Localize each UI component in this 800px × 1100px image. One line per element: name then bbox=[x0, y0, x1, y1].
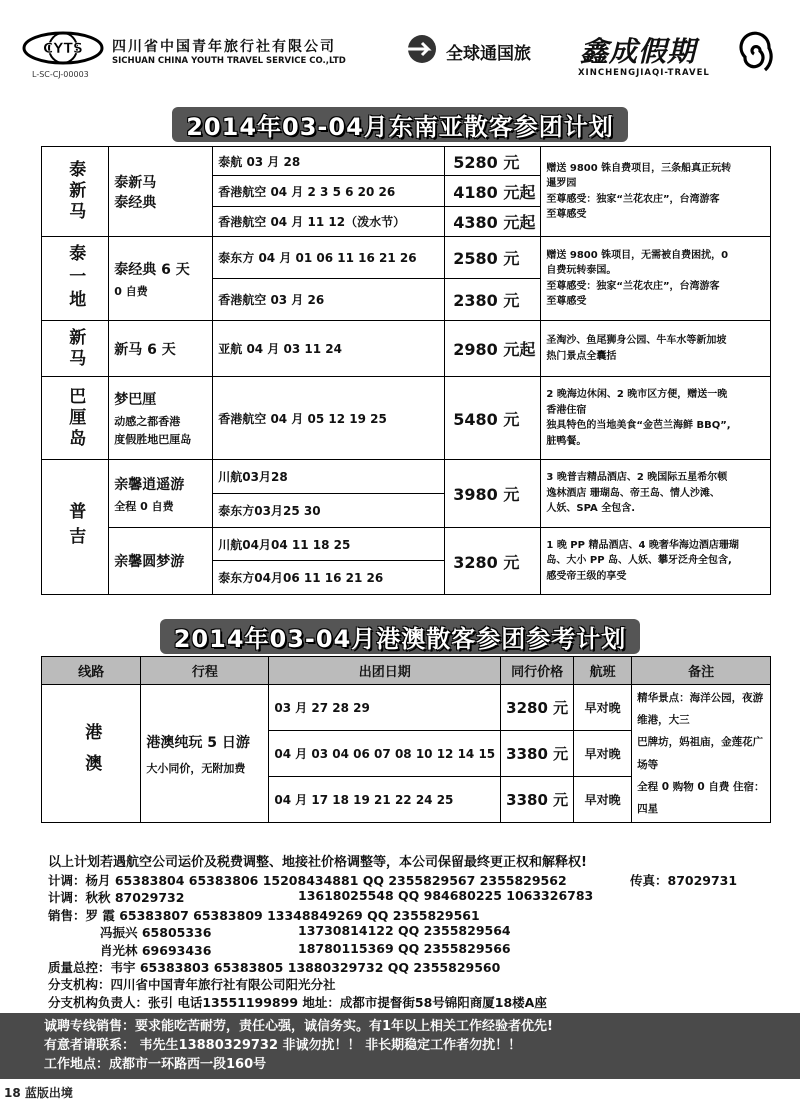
col-header-dates: 出团日期 bbox=[269, 657, 501, 685]
hk-macau-table bbox=[41, 656, 771, 823]
category-cell: 普吉 bbox=[42, 460, 109, 595]
date-cell: 川航03月28 bbox=[213, 460, 445, 494]
table-row bbox=[42, 147, 771, 176]
section2-title: 2014年03-04月港澳散客参团参考计划 bbox=[0, 619, 800, 654]
date-cell: 香港航空 03 月 26 bbox=[213, 279, 445, 321]
product-cell: 梦巴厘 动感之都香港 度假胜地巴厘岛 bbox=[109, 377, 213, 460]
flight-cell: 早对晚 bbox=[574, 685, 632, 731]
product-cell: 亲馨逍遥游 全程 0 自费 bbox=[109, 460, 213, 528]
table-header-row bbox=[42, 657, 771, 685]
col-header-flight: 航班 bbox=[574, 657, 632, 685]
note-cell: 赠送 9800 铢自费项目，三条船真正玩转 暹罗园 至尊感受：独家“兰花农庄”，台湾游客 至尊感受 bbox=[541, 147, 771, 237]
note-cell: 3 晚普吉精品酒店、2 晚国际五星希尔顿 逸林酒店 珊瑚岛、帝王岛、情人沙滩、 人妖、SPA 全包含. bbox=[541, 460, 771, 528]
price-cell: 4380 元起 bbox=[445, 207, 541, 237]
table-row bbox=[42, 237, 771, 279]
date-cell: 04 月 17 18 19 21 22 24 25 bbox=[269, 777, 501, 823]
brand-quanqiu: 全球通国旅 bbox=[446, 44, 531, 64]
flight-cell: 早对晚 bbox=[574, 777, 632, 823]
table-row bbox=[42, 685, 771, 731]
company-name-en: SICHUAN CHINA YOUTH TRAVEL SERVICE CO.,LTD bbox=[112, 56, 346, 66]
section1-title: 2014年03-04月东南亚散客参团计划 bbox=[0, 107, 800, 142]
date-cell: 亚航 04 月 03 11 24 bbox=[213, 321, 445, 377]
product-cell: 泰新马 泰经典 bbox=[109, 147, 213, 237]
price-cell: 2580 元 bbox=[445, 237, 541, 279]
note-cell: 精华景点：海洋公园，夜游维港，大三 巴牌坊，妈祖庙，金莲花广场等 全程 0 购物 0 自费 住宿：四星 bbox=[632, 685, 771, 823]
note-cell: 赠送 9800 铢项目，无需被自费困扰，0 自费玩转泰国。 至尊感受：独家“兰花农庄”，台湾游客 至尊感受 bbox=[541, 237, 771, 321]
category-cell: 港澳 bbox=[42, 685, 141, 823]
price-cell: 3380 元 bbox=[501, 731, 574, 777]
contact-block bbox=[48, 871, 788, 1010]
table-row bbox=[42, 321, 771, 377]
date-cell: 川航04月04 11 18 25 bbox=[213, 528, 445, 561]
table-row bbox=[42, 377, 771, 460]
disclaimer: 以上计划若遇航空公司运价及税费调整、地接社价格调整等，本公司保留最终更正权和解释权! bbox=[48, 855, 587, 870]
contact-line: 销售：罗 霞 65383807 65383809 13348849269 QQ 2355829561 bbox=[48, 907, 480, 923]
contact-line: 冯振兴 65805336 13730814122 QQ 2355829564 bbox=[100, 923, 511, 941]
category-cell: 新马 bbox=[42, 321, 109, 377]
brand-xincheng: 鑫成假期 bbox=[580, 35, 697, 68]
note-cell: 1 晚 PP 精品酒店、4 晚奢华海边酒店珊瑚 岛、大小 PP 岛、人妖、攀牙泛舟全包含, 感受帝王级的享受 bbox=[541, 528, 771, 595]
price-cell: 3280 元 bbox=[501, 685, 574, 731]
southeast-asia-table bbox=[41, 146, 771, 595]
cyts-logo-icon bbox=[22, 30, 104, 66]
product-cell: 泰经典 6 天 0 自费 bbox=[109, 237, 213, 321]
col-header-route: 线路 bbox=[42, 657, 141, 685]
contact-line: 计调：秋秋 87029732 13618025548 QQ 984680225 1063326783 bbox=[48, 888, 594, 906]
contact-line: 质量总控：韦宇 65383803 65383805 13880329732 QQ 2355829560 bbox=[48, 959, 501, 975]
date-cell: 香港航空 04 月 05 12 19 25 bbox=[213, 377, 445, 460]
date-cell: 04 月 03 04 06 07 08 10 12 14 15 bbox=[269, 731, 501, 777]
note-cell: 2 晚海边休闲、2 晚市区方便，赠送一晚 香港住宿 独具特色的当地美食“金芭兰海鲜 BBQ”, 脏鸭餐。 bbox=[541, 377, 771, 460]
category-cell: 泰一地 bbox=[42, 237, 109, 321]
recruitment-banner bbox=[0, 1013, 800, 1079]
date-cell: 香港航空 04 月 11 12（泼水节） bbox=[213, 207, 445, 237]
date-cell: 香港航空 04 月 2 3 5 6 20 26 bbox=[213, 176, 445, 207]
price-cell: 4180 元起 bbox=[445, 176, 541, 207]
contact-line: 分支机构负责人：张引 电话13551199899 地址：成都市提督街58号锦阳商厦18楼A座 bbox=[48, 994, 547, 1010]
recruit-line: 工作地点：成都市一环路西一段160号 bbox=[44, 1057, 267, 1072]
company-name-cn: 四川省中国青年旅行社有限公司 bbox=[112, 39, 336, 55]
svg-text:CYTS: CYTS bbox=[42, 41, 84, 57]
price-cell: 2380 元 bbox=[445, 279, 541, 321]
price-cell: 3380 元 bbox=[501, 777, 574, 823]
flight-cell: 早对晚 bbox=[574, 731, 632, 777]
product-cell: 新马 6 天 bbox=[109, 321, 213, 377]
date-cell: 泰东方 04 月 01 06 11 16 21 26 bbox=[213, 237, 445, 279]
product-cell: 亲馨圆梦游 bbox=[109, 528, 213, 595]
swirl-logo-icon bbox=[732, 28, 776, 78]
contact-line: 计调：杨月 65383804 65383806 15208434881 QQ 2355829567 2355829562 传真：87029731 bbox=[48, 873, 738, 888]
category-cell: 巴厘岛 bbox=[42, 377, 109, 460]
product-cell: 港澳纯玩 5 日游 大小同价，无附加费 bbox=[141, 685, 269, 823]
header bbox=[0, 0, 800, 100]
arrow-logo-icon bbox=[404, 34, 440, 64]
table-row bbox=[42, 528, 771, 561]
page-label: 18 蓝版出境 bbox=[4, 1086, 73, 1100]
col-header-notes: 备注 bbox=[632, 657, 771, 685]
date-cell: 泰航 03 月 28 bbox=[213, 147, 445, 176]
price-cell: 5280 元 bbox=[445, 147, 541, 176]
price-cell: 2980 元起 bbox=[445, 321, 541, 377]
recruit-line: 有意者请联系： 韦先生13880329732 非诚勿扰！！ 非长期稳定工作者勿扰！！ bbox=[44, 1038, 522, 1053]
date-cell: 泰东方04月06 11 16 21 26 bbox=[213, 561, 445, 595]
category-cell: 泰新马 bbox=[42, 147, 109, 237]
table-row bbox=[42, 460, 771, 494]
price-cell: 3280 元 bbox=[445, 528, 541, 595]
contact-line: 分支机构：四川省中国青年旅行社有限公司阳光分社 bbox=[48, 977, 336, 993]
col-header-price: 同行价格 bbox=[501, 657, 574, 685]
contact-line: 肖光林 69693436 18780115369 QQ 2355829566 bbox=[100, 940, 511, 958]
price-cell: 5480 元 bbox=[445, 377, 541, 460]
price-cell: 3980 元 bbox=[445, 460, 541, 528]
note-cell: 圣淘沙、鱼尾狮身公园、牛车水等新加坡 热门景点全囊括 bbox=[541, 321, 771, 377]
brand-xincheng-en: XINCHENGJIAQI-TRAVEL bbox=[578, 68, 710, 78]
date-cell: 泰东方03月25 30 bbox=[213, 494, 445, 528]
col-header-itinerary: 行程 bbox=[141, 657, 269, 685]
recruit-line: 诚聘专线销售：要求能吃苦耐劳，责任心强，诚信务实。有1年以上相关工作经验者优先! bbox=[44, 1019, 553, 1034]
date-cell: 03 月 27 28 29 bbox=[269, 685, 501, 731]
license-number: L-SC-CJ-00003 bbox=[32, 70, 89, 79]
